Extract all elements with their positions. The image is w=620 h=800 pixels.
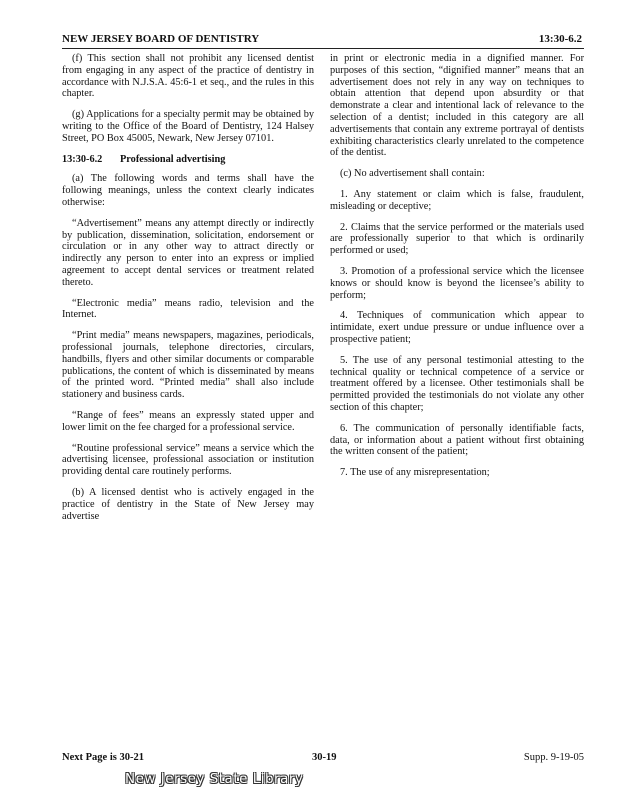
list-item-3: 3. Promotion of a professional service which the licensee knows or should know is beyond the licensee’s ability to perform; <box>330 265 584 301</box>
paragraph-g: (g) Applications for a specialty permit may be obtained by writing to the Office of the Board of Dentistry, 124 Halsey Street, PO Box 45005, Newark, New Jersey 07101. <box>62 109 314 144</box>
supplement-date: Supp. 9-19-05 <box>523 752 584 763</box>
list-item-7: 7. The use of any misrepresentation; <box>340 467 490 479</box>
section-number: 13:30-6.2 <box>62 153 103 165</box>
header-title: NEW JERSEY BOARD OF DENTISTRY <box>62 33 260 45</box>
library-stamp: New Jersey State Library <box>125 771 304 787</box>
paragraph-b: (b) A licensed dentist who is actively engaged in the practice of dentistry in the State of New Jersey may advertise <box>62 486 314 522</box>
section-title: Professional advertising <box>120 153 226 165</box>
paragraph-c: (c) No advertisement shall contain: <box>340 168 485 180</box>
left-column <box>62 53 314 531</box>
running-header <box>62 33 582 47</box>
paragraph-a: (a) The following words and terms shall have the following meanings, unless the context clearly indicates otherwise: <box>62 173 314 208</box>
list-item-2: 2. Claims that the service performed or the materials used are professionally superior to that which is ordinarily performed or used; <box>330 221 584 257</box>
running-footer <box>62 752 584 766</box>
right-column <box>330 53 584 488</box>
page-number: 30-19 <box>312 752 337 763</box>
list-item-1: 1. Any statement or claim which is false, fraudulent, misleading or deceptive; <box>330 188 584 212</box>
definition-routine-service: “Routine professional service” means a service which the advertising licensee, professional association or institution providing dental care routinely performs. <box>62 442 314 478</box>
definition-advertisement: “Advertisement” means any attempt directly or indirectly by publication, dissemination, solicitation, endorsement or circulation or in any other way to attract directly or indirectly any person to enter into an express or implied agreement to accept dental services or treatment related thereto. <box>62 217 314 288</box>
definition-range-of-fees: “Range of fees” means an expressly stated upper and lower limit on the fee charged for a professional service. <box>62 409 314 433</box>
next-page-note: Next Page is 30-21 <box>62 752 144 763</box>
list-item-6: 6. The communication of personally identifiable facts, data, or information about a patient without first obtaining the written consent of the patient; <box>330 422 584 458</box>
list-item-5: 5. The use of any personal testimonial attesting to the technical quality or technical competence of a service or treatment offered by a licensee. Other testimonials shall be permitted provided the testimonials do not violate any other section of this chapter; <box>330 354 584 413</box>
header-rule <box>62 48 584 49</box>
section-heading <box>62 154 314 166</box>
paragraph-b-continued: in print or electronic media in a dignified manner. For purposes of this section, “dignified manner” means that an advertisement does not rely in any way on techniques to obtain attention that depend upon absurdity or that demonstrate a clear and intentional lack of relevance to the selection of a dentist; included in this category are all advertisements that contain any extreme portrayal of dentists exhibiting characteristics clearly unrelated to the competence of the dentist. <box>330 53 584 159</box>
list-item-4: 4. Techniques of communication which appear to intimidate, exert undue pressure or undue influence over a prospective patient; <box>330 310 584 345</box>
header-section: 13:30-6.2 <box>538 33 582 45</box>
definition-print-media: “Print media” means newspapers, magazines, periodicals, professional journals, telephone directories, circulars, handbills, flyers and other similar documents or comparable publications, the content of which is disseminated by means of the printed word. “Printed media” shall also include stationery and business cards. <box>62 330 314 401</box>
paragraph-f: (f) This section shall not prohibit any licensed dentist from engaging in any aspect of the practice of dentistry in accordance with N.J.S.A. 45:6-1 et seq., and the rules in this chapter. <box>62 53 314 100</box>
definition-electronic-media: “Electronic media” means radio, television and the Internet. <box>62 297 314 321</box>
